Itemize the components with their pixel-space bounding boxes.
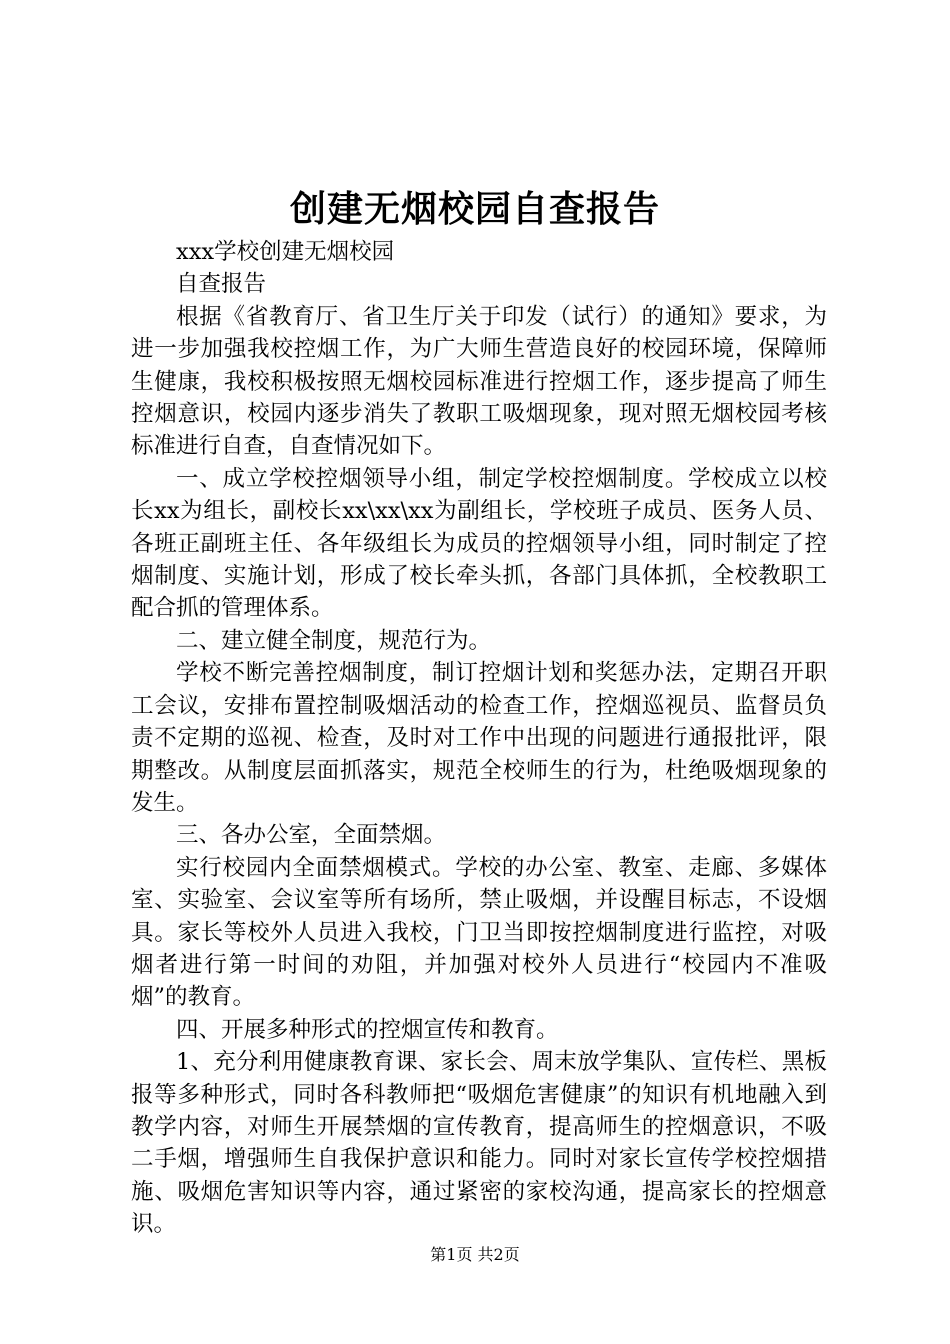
document-body bbox=[131, 236, 827, 1241]
paragraph-section-1: 一、成立学校控烟领导小组，制定学校控烟制度。学校成立以校长xx为组长，副校长xx\xx\xx为副组长，学校班子成员、医务人员、各班正副班主任、各年级组长为成员的控烟领导小组，同时制定了控烟制度、实施计划，形成了校长牵头抓，各部门具体抓，全校教职工配合抓的管理体系。 bbox=[131, 465, 827, 622]
paragraph-section-2-body: 学校不断完善控烟制度，制订控烟计划和奖惩办法，定期召开职工会议，安排布置控制吸烟活动的检查工作，控烟巡视员、监督员负责不定期的巡视、检查，及时对工作中出现的问题进行通报批评，限期整改。从制度层面抓落实，规范全校师生的行为，杜绝吸烟现象的发生。 bbox=[131, 660, 827, 816]
document-title: 创建无烟校园自查报告 bbox=[289, 188, 660, 230]
paragraph-section-4-item-1: 1、充分利用健康教育课、家长会、周末放学集队、宣传栏、黑板报等多种形式，同时各科教师把“吸烟危害健康”的知识有机地融入到教学内容，对师生开展禁烟的宣传教育，提高师生的控烟意识，不吸二手烟，增强师生自我保护意识和能力。同时对家长宣传学校控烟措施、吸烟危害知识等内容，通过紧密的家校沟通，提高家长的控烟意识。 bbox=[131, 1049, 827, 1238]
paragraph-section-2-heading: 二、建立健全制度，规范行为。 bbox=[176, 627, 492, 654]
page-footer: 第1页 共2页 bbox=[430, 1245, 520, 1264]
paragraph-subtitle: 自查报告 bbox=[176, 271, 267, 298]
paragraph-section-3-body: 实行校园内全面禁烟模式。学校的办公室、教室、走廊、多媒体室、实验室、会议室等所有场所，禁止吸烟，并设醒目标志，不设烟具。家长等校外人员进入我校，门卫当即按控烟制度进行监控，对吸烟者进行第一时间的劝阻，并加强对校外人员进行“校园内不准吸烟”的教育。 bbox=[131, 854, 827, 1011]
paragraph-intro: 根据《省教育厅、省卫生厅关于印发（试行）的通知》要求，为进一步加强我校控烟工作，为广大师生营造良好的校园环境，保障师生健康，我校积极按照无烟校园标准进行控烟工作，逐步提高了师生控烟意识，校园内逐步消失了教职工吸烟现象，现对照无烟校园考核标准进行自查，自查情况如下。 bbox=[131, 303, 827, 460]
paragraph-school-name: xxx学校创建无烟校园 bbox=[176, 239, 395, 265]
paragraph-section-4-heading: 四、开展多种形式的控烟宣传和教育。 bbox=[176, 1016, 559, 1043]
paragraph-section-3-heading: 三、各办公室，全面禁烟。 bbox=[176, 822, 447, 849]
